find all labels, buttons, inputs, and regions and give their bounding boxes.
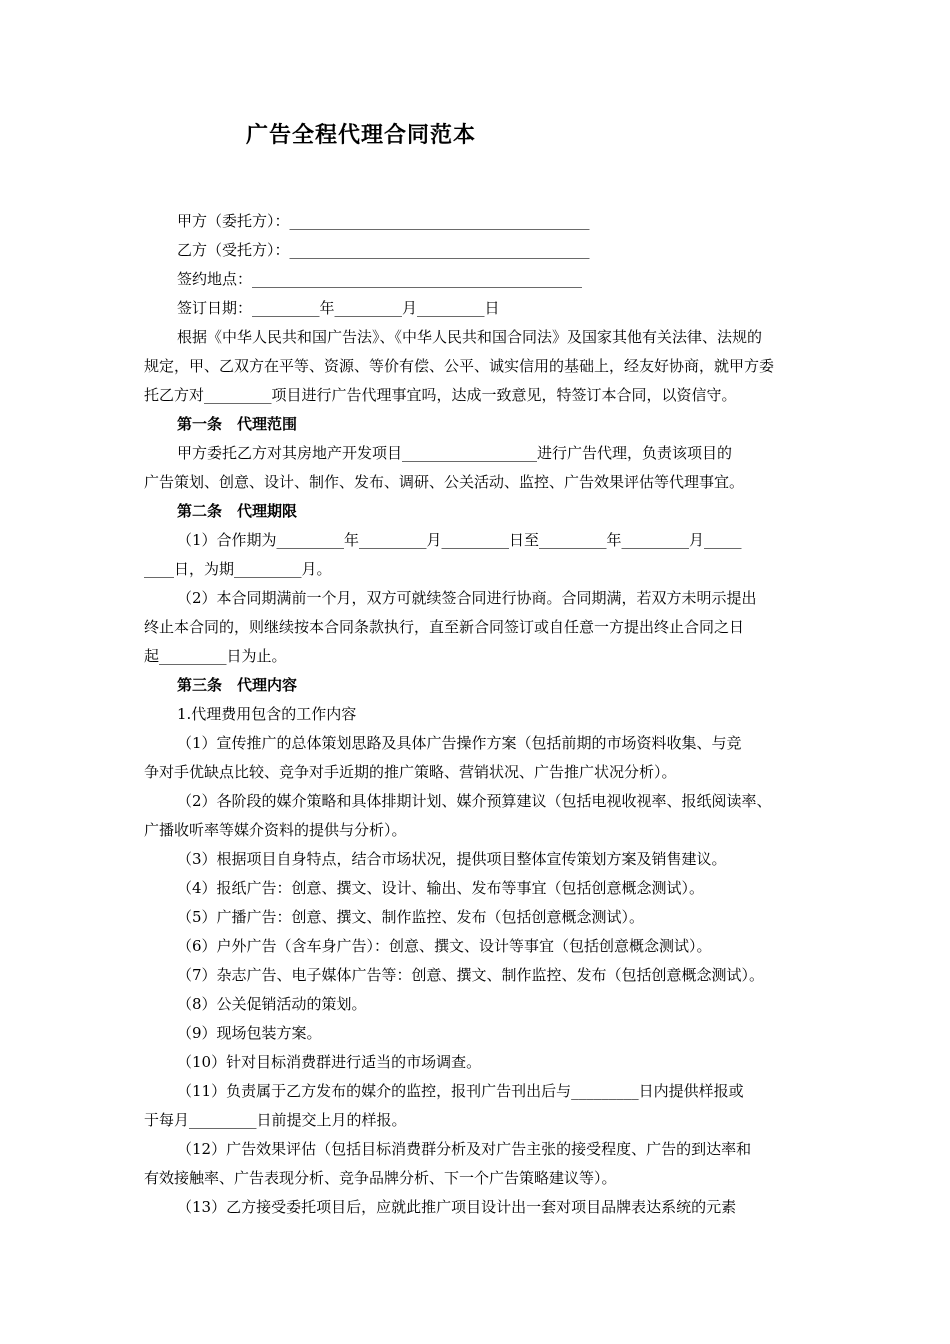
paragraph-line: （1）宣传推广的总体策划思路及具体广告操作方案（包括前期的市场资料收集、与竞 bbox=[177, 734, 742, 752]
paragraph-line: 争对手优缺点比较、竞争对手近期的推广策略、营销状况、广告推广状况分析）。 bbox=[144, 763, 677, 781]
paragraph-line: （9）现场包装方案。 bbox=[177, 1024, 322, 1042]
document-title: 广告全程代理合同范本 bbox=[246, 123, 477, 148]
paragraph-line: 起_________日为止。 bbox=[144, 647, 287, 665]
paragraph-line: （12）广告效果评估（包括目标消费群分析及对广告主张的接受程度、广告的到达率和 bbox=[177, 1140, 752, 1158]
paragraph-line: 广告策划、创意、设计、制作、发布、调研、公关活动、监控、广告效果评估等代理事宜。 bbox=[144, 473, 745, 491]
party-b-line: 乙方（受托方）：________________________________________ bbox=[177, 241, 590, 259]
paragraph-line: 有效接触率、广告表现分析、竞争品牌分析、下一个广告策略建议等）。 bbox=[144, 1169, 617, 1187]
paragraph-line: （7）杂志广告、电子媒体广告等：创意、撰文、制作监控、发布（包括创意概念测试）。 bbox=[177, 966, 765, 984]
signing-place-line: 签约地点：____________________________________________ bbox=[177, 270, 583, 288]
section-heading: 第二条 代理期限 bbox=[177, 502, 298, 520]
paragraph-line: ____日，为期_________月。 bbox=[144, 560, 332, 578]
party-a-line: 甲方（委托方）：________________________________________ bbox=[177, 212, 590, 230]
paragraph-line: 广播收听率等媒介资料的提供与分析）。 bbox=[144, 821, 407, 839]
paragraph-line: （8）公关促销活动的策划。 bbox=[177, 995, 367, 1013]
paragraph-line: （2）本合同期满前一个月，双方可就续签合同进行协商。合同期满，若双方未明示提出 bbox=[177, 589, 757, 607]
paragraph-line: （5）广播广告：创意、撰文、制作监控、发布（包括创意概念测试）。 bbox=[177, 908, 645, 926]
paragraph-line: （1）合作期为_________年_________月_________日至_________年_________月_____ bbox=[177, 531, 742, 549]
signing-date-line: 签订日期：_________年_________月_________日 bbox=[177, 299, 500, 317]
paragraph-line: （13）乙方接受委托项目后，应就此推广项目设计出一套对项目品牌表达系统的元素 bbox=[177, 1198, 737, 1216]
paragraph-line: 终止本合同的，则继续按本合同条款执行，直至新合同签订或自任意一方提出终止合同之日 bbox=[144, 618, 745, 636]
paragraph-line: （6）户外广告（含车身广告）：创意、撰文、设计等事宜（包括创意概念测试）。 bbox=[177, 937, 712, 955]
paragraph-line: 甲方委托乙方对其房地产开发项目__________________进行广告代理，负责该项目的 bbox=[177, 444, 733, 462]
paragraph-line: （11）负责属于乙方发布的媒介的监控，报刊广告刊出后与_________日内提供样报或 bbox=[177, 1082, 744, 1100]
paragraph-line: （3）根据项目自身特点，结合市场状况，提供项目整体宣传策划方案及销售建议。 bbox=[177, 850, 727, 868]
paragraph-line: （10）针对目标消费群进行适当的市场调查。 bbox=[177, 1053, 482, 1071]
section-heading: 第一条 代理范围 bbox=[177, 415, 298, 433]
paragraph-line: 规定，甲、乙双方在平等、资源、等价有偿、公平、诚实信用的基础上，经友好协商，就甲方委 bbox=[144, 357, 775, 375]
paragraph-line: 1.代理费用包含的工作内容 bbox=[177, 705, 357, 723]
paragraph-line: （2）各阶段的媒介策略和具体排期计划、媒介预算建议（包括电视收视率、报纸阅读率、 bbox=[177, 792, 772, 810]
paragraph-line: 托乙方对_________项目进行广告代理事宜吗，达成一致意见，特签订本合同，以资信守。 bbox=[144, 386, 737, 404]
section-heading: 第三条 代理内容 bbox=[177, 676, 298, 694]
paragraph-line: 于每月_________日前提交上月的样报。 bbox=[144, 1111, 407, 1129]
paragraph-line: 根据《中华人民共和国广告法》、《中华人民共和国合同法》及国家其他有关法律、法规的 bbox=[177, 328, 763, 346]
paragraph-line: （4）报纸广告：创意、撰文、设计、输出、发布等事宜（包括创意概念测试）。 bbox=[177, 879, 705, 897]
